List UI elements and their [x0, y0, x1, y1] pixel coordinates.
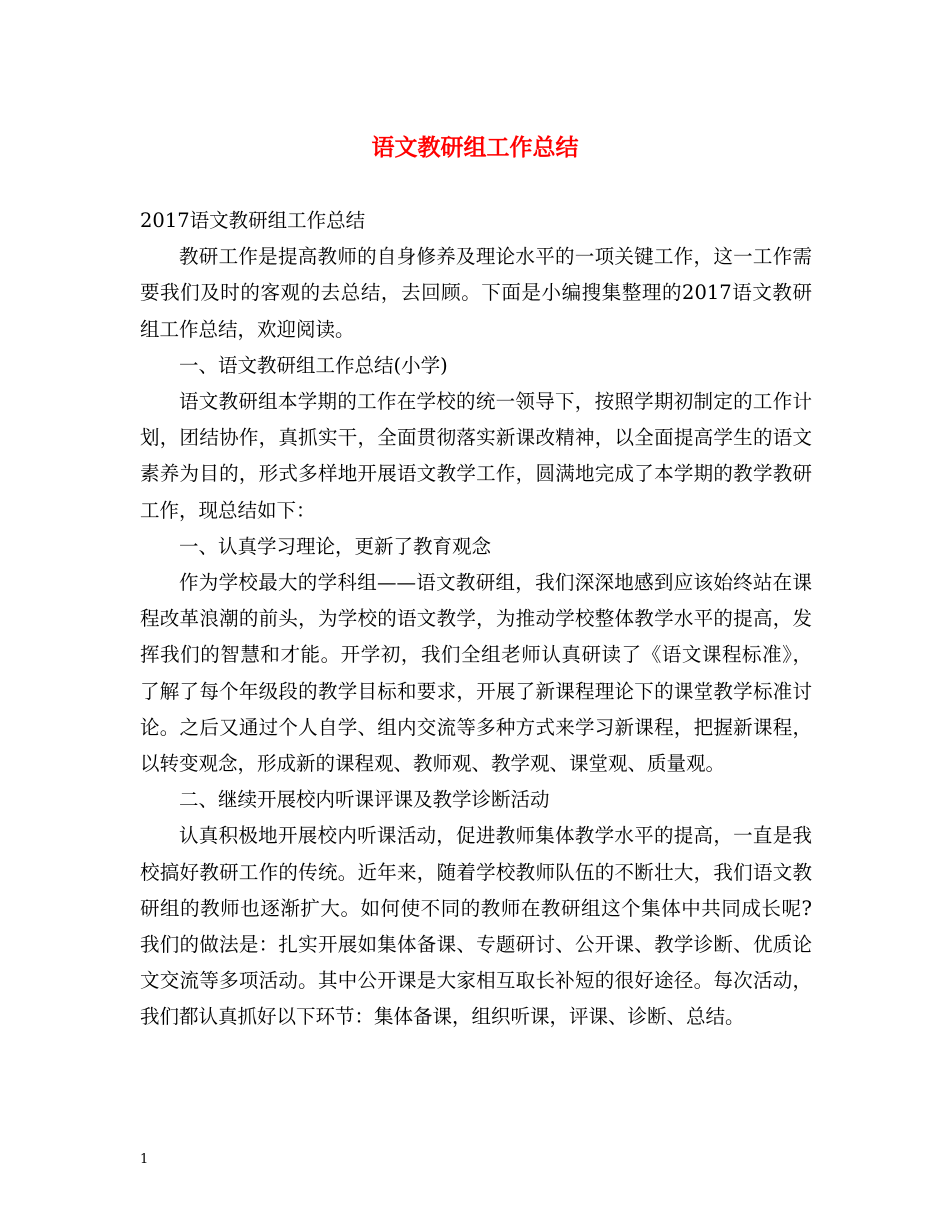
- section-heading: 一、认真学习理论，更新了教育观念: [179, 534, 492, 558]
- paragraph: 作为学校最大的学科组——语文教研组，我们深深地感到应该始终站在课程改革浪潮的前头，为学校的语文教学，为推动学校整体教学水平的提高，发挥我们的智慧和才能。开学初，我们全组老师认真研读了《语文课程标准》，了解了每个年级段的教学目标和要求，开展了新课程理论下的课堂教学标准讨论。之后又通过个人自学、组内交流等多种方式来学习新课程，把握新课程，以转变观念，形成新的课程观、教师观、教学观、课堂观、质量观。: [140, 571, 812, 776]
- page-number: 1: [140, 1152, 149, 1167]
- paragraph: 2017语文教研组工作总结: [140, 209, 366, 232]
- section-heading: 二、继续开展校内听课评课及教学诊断活动: [179, 788, 550, 812]
- document-title: 语文教研组工作总结: [371, 134, 579, 161]
- document-body: [140, 203, 812, 1036]
- paragraph: 认真积极地开展校内听课活动，促进教师集体教学水平的提高，一直是我校搞好教研工作的传统。近年来，随着学校教师队伍的不断壮大，我们语文教研组的教师也逐渐扩大。如何使不同的教师在教研组这个集体中共同成长呢?我们的做法是：扎实开展如集体备课、专题研讨、公开课、教学诊断、优质论文交流等多项活动。其中公开课是大家相互取长补短的很好途径。每次活动，我们都认真抓好以下环节：集体备课，组织听课，评课、诊断、总结。: [140, 824, 812, 1029]
- paragraph: 语文教研组本学期的工作在学校的统一领导下，按照学期初制定的工作计划，团结协作，真抓实干，全面贯彻落实新课改精神，以全面提高学生的语文素养为目的，形式多样地开展语文教学工作，圆满地完成了本学期的教学教研工作，现总结如下：: [140, 390, 812, 522]
- section-heading: 一、语文教研组工作总结(小学): [179, 353, 448, 377]
- paragraph: 教研工作是提高教师的自身修养及理论水平的一项关键工作，这一工作需要我们及时的客观的去总结，去回顾。下面是小编搜集整理的2017语文教研组工作总结，欢迎阅读。: [140, 245, 812, 341]
